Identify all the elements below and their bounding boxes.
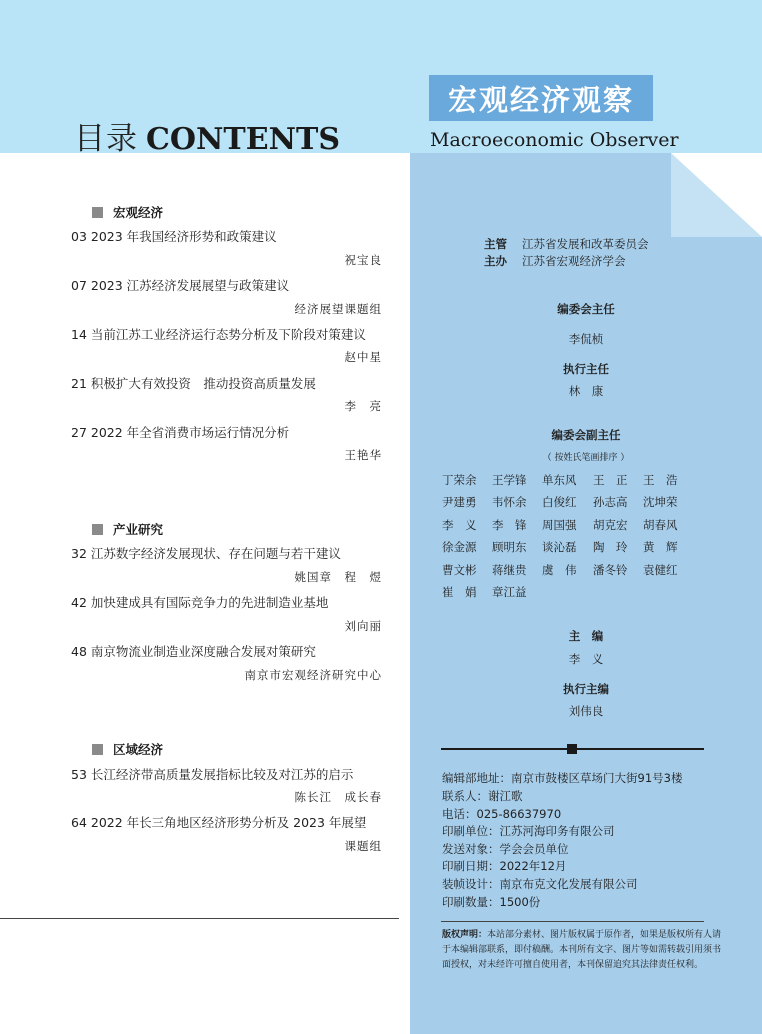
deputy-note: （ 按姓氏笔画排序 ） (542, 453, 630, 463)
section-label: 宏观经济 (113, 205, 164, 220)
section-heading (92, 203, 163, 221)
copyright-text: 本站部分素材、图片版权属于原作者，如果是版权所有人请于本编辑部联系，即付稿酬。本刊所有文字、图片等如需转载引用须书面授权，对未经许可擅自使用者，本刊保留追究其法律责任权利。 (442, 930, 722, 970)
divider (441, 921, 704, 922)
supervisor-label: 主管 (484, 237, 507, 251)
section-label: 区域经济 (113, 742, 164, 757)
toc-page-number: 03 (71, 229, 87, 244)
toc-entry-title[interactable] (71, 227, 277, 245)
deputy-member: 胡春风 (643, 518, 678, 532)
toc-title-text: 2022 年全省消费市场运行情况分析 (90, 425, 290, 440)
toc-entry-author: 刘向丽 (344, 619, 382, 633)
deputy-member: 王学锋 (492, 473, 527, 487)
toc-entry-author: 李 亮 (344, 399, 382, 413)
deputy-member: 徐金源 (442, 540, 477, 554)
toc-title-text: 2023 江苏经济发展展望与政策建议 (90, 278, 290, 293)
toc-page-number: 64 (71, 815, 87, 830)
toc-entry-author: 陈长江 成长春 (294, 790, 382, 804)
deputy-member: 谈沁磊 (542, 540, 577, 554)
copyright-label: 版权声明： (442, 930, 488, 940)
deputy-member: 陶 玲 (593, 540, 628, 554)
toc-page-number: 27 (71, 425, 87, 440)
contents-heading-en: CONTENTS (146, 122, 341, 157)
contents-heading-cn: 目录 (74, 121, 138, 157)
exec-chief-editor: 刘伟良 (568, 704, 604, 718)
section-heading (92, 740, 163, 758)
committee-director-label: 编委会主任 (557, 302, 615, 316)
toc-page-number: 14 (71, 327, 87, 342)
toc-entry-title[interactable] (71, 276, 289, 294)
toc-page-number: 07 (71, 278, 87, 293)
deputy-member: 孙志高 (593, 495, 628, 509)
info-line: 印刷单位：江苏河海印务有限公司 (442, 824, 615, 838)
page-fold-triangle (671, 153, 762, 237)
section-label: 产业研究 (113, 522, 164, 537)
toc-title-text: 当前江苏工业经济运行态势分析及下阶段对策建议 (90, 327, 366, 342)
toc-entry-title[interactable] (71, 765, 353, 783)
supervisor-value: 江苏省发展和改革委员会 (522, 237, 649, 251)
deputy-member: 王 浩 (643, 473, 678, 487)
info-line: 电话：025-86637970 (442, 807, 562, 821)
toc-entry-title[interactable] (71, 374, 316, 392)
toc-entry-author: 经济展望课题组 (294, 302, 382, 316)
info-line: 编辑部地址：南京市鼓楼区草场门大街91号3楼 (442, 771, 683, 785)
deputy-member: 崔 娟 (442, 585, 477, 599)
toc-title-text: 加快建成具有国际竞争力的先进制造业基地 (90, 595, 329, 610)
toc-entry-title[interactable] (71, 325, 366, 343)
section-marker-icon (92, 207, 103, 218)
exec-chief-editor-label: 执行主编 (563, 682, 609, 696)
contents-heading (74, 113, 340, 158)
toc-page-number: 53 (71, 767, 87, 782)
deputy-member: 顾明东 (492, 540, 527, 554)
info-line: 印刷数量：1500份 (442, 895, 541, 909)
toc-title-text: 江苏数字经济发展现状、存在问题与若干建议 (90, 546, 341, 561)
toc-entry-author: 姚国章 程 煜 (294, 570, 382, 584)
toc-entry-author: 课题组 (344, 839, 382, 853)
section-heading (92, 520, 163, 538)
toc-entry-title[interactable] (71, 813, 366, 831)
toc-title-text: 积极扩大有效投资 推动投资高质量发展 (90, 376, 316, 391)
toc-title-text: 2022 年长三角地区经济形势分析及 2023 年展望 (90, 815, 367, 830)
toc-title-text: 南京物流业制造业深度融合发展对策研究 (90, 644, 316, 659)
magazine-title-en: Macroeconomic Observer (430, 129, 679, 151)
toc-entry-author: 王艳华 (344, 448, 382, 462)
toc-entry-author: 赵中星 (344, 350, 382, 364)
toc-entry-title[interactable] (71, 593, 328, 611)
toc-entry-title[interactable] (71, 544, 341, 562)
divider-marker (567, 744, 577, 754)
deputy-member: 李 义 (442, 518, 477, 532)
toc-page-number: 32 (71, 546, 87, 561)
sponsor-label: 主办 (484, 254, 507, 268)
deputy-member: 丁荣余 (442, 473, 477, 487)
toc-entry-author: 南京市宏观经济研究中心 (244, 668, 382, 682)
info-line: 发送对象：学会会员单位 (442, 842, 569, 856)
toc-title-text: 长江经济带高质量发展指标比较及对江苏的启示 (90, 767, 354, 782)
toc-entry-title[interactable] (71, 423, 289, 441)
section-marker-icon (92, 744, 103, 755)
exec-director-label: 执行主任 (563, 362, 609, 376)
toc-page-number: 21 (71, 376, 87, 391)
deputy-member: 沈坤荣 (643, 495, 678, 509)
deputy-member: 蒋继贵 (492, 563, 527, 577)
deputy-member: 章江益 (492, 585, 527, 599)
exec-director: 林 康 (568, 384, 604, 398)
sponsor-value: 江苏省宏观经济学会 (522, 254, 626, 268)
deputy-member: 尹建勇 (442, 495, 477, 509)
deputy-member: 白俊红 (542, 495, 577, 509)
toc-page-number: 48 (71, 644, 87, 659)
info-line: 装帧设计：南京布克文化发展有限公司 (442, 877, 638, 891)
section-marker-icon (92, 524, 103, 535)
deputy-member: 黄 辉 (643, 540, 678, 554)
copyright-notice (442, 928, 722, 973)
deputy-member: 曹文彬 (442, 563, 477, 577)
deputy-member: 单东风 (542, 473, 577, 487)
chief-editor-label: 主 编 (568, 629, 604, 643)
deputy-member: 周国强 (542, 518, 577, 532)
deputy-member: 虞 伟 (542, 563, 577, 577)
toc-title-text: 2023 年我国经济形势和政策建议 (90, 229, 277, 244)
info-line: 印刷日期：2022年12月 (442, 859, 567, 873)
chief-editor: 李 义 (568, 652, 604, 666)
committee-director: 李侃桢 (568, 332, 604, 346)
deputy-member: 袁健红 (643, 563, 678, 577)
info-line: 联系人：谢江歌 (442, 789, 523, 803)
deputy-member: 潘冬铃 (593, 563, 628, 577)
deputy-member: 韦怀余 (492, 495, 527, 509)
magazine-title: 宏观经济观察 (447, 83, 634, 117)
toc-page-number: 42 (71, 595, 87, 610)
toc-entry-title[interactable] (71, 642, 316, 660)
deputy-member: 李 锋 (492, 518, 527, 532)
deputy-member: 胡克宏 (593, 518, 628, 532)
deputy-member: 王 正 (593, 473, 628, 487)
divider (0, 918, 399, 919)
toc-entry-author: 祝宝良 (344, 253, 382, 267)
deputy-director-label: 编委会副主任 (551, 428, 621, 442)
